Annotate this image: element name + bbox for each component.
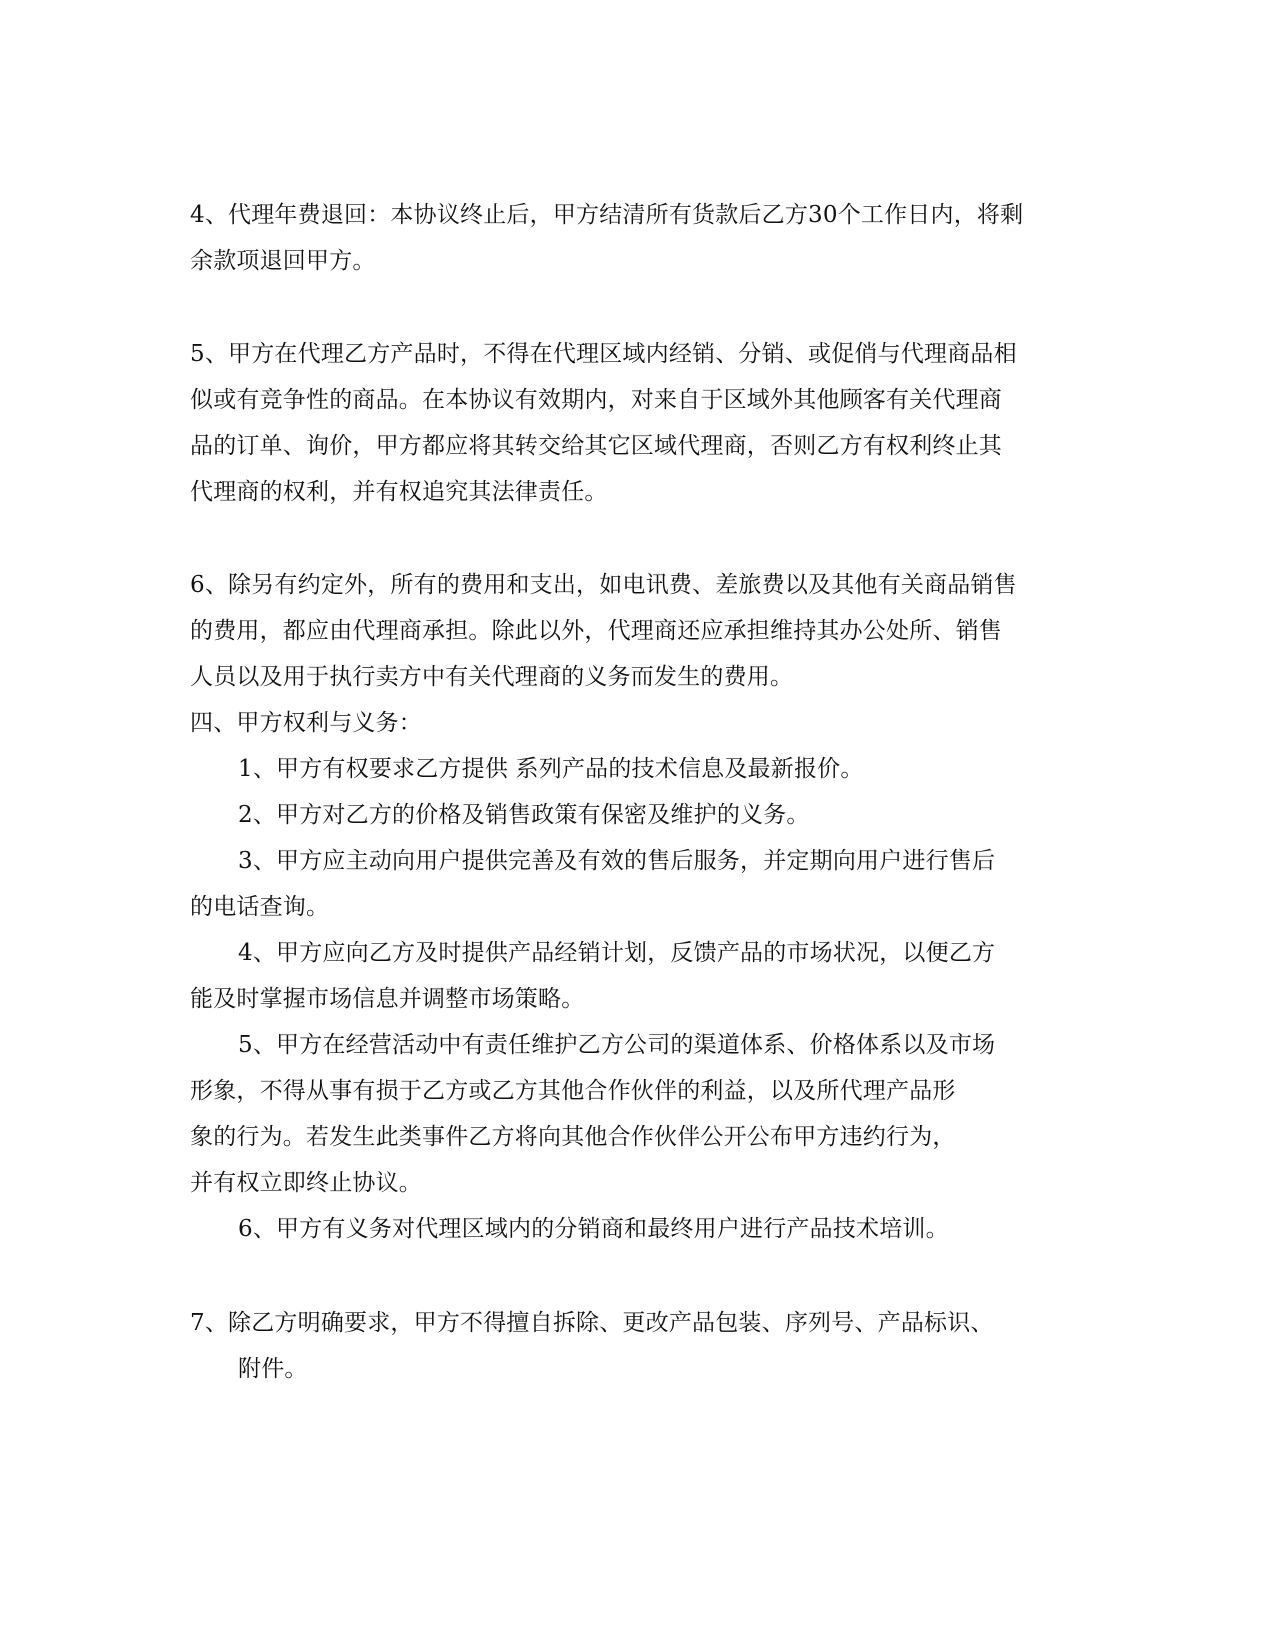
paragraph-5-line-1: 5、甲方在代理乙方产品时，不得在代理区域内经销、分销、或促俏与代理商品相 (190, 341, 1017, 367)
section-4-heading: 四、甲方权利与义务： (190, 710, 422, 736)
section-4-item-4-line-1: 4、甲方应向乙方及时提供产品经销计划，反馈产品的市场状况，以便乙方 (238, 940, 996, 966)
paragraph-7-line-1: 7、除乙方明确要求，甲方不得擅自拆除、更改产品包装、序列号、产品标识、 (190, 1310, 994, 1336)
section-4-item-5-line-1: 5、甲方在经营活动中有责任维护乙方公司的渠道体系、价格体系以及市场 (238, 1032, 996, 1058)
section-4-item-5-line-2: 形象，不得从事有损于乙方或乙方其他合作伙伴的利益，以及所代理产品形 (190, 1078, 956, 1104)
section-4-item-2: 2、甲方对乙方的价格及销售政策有保密及维护的义务。 (238, 802, 810, 828)
paragraph-4-line-2: 余款项退回甲方。 (190, 248, 376, 274)
paragraph-5-line-3: 品的订单、询价，甲方都应将其转交给其它区域代理商，否则乙方有权利终止其 (190, 433, 1002, 459)
section-4-item-5-line-3: 象的行为。若发生此类事件乙方将向其他合作伙伴公开公布甲方违约行为， (190, 1124, 956, 1150)
paragraph-6-line-1: 6、除另有约定外，所有的费用和支出，如电讯费、差旅费以及其他有关商品销售 (190, 572, 1017, 598)
section-4-item-4-line-2: 能及时掌握市场信息并调整市场策略。 (190, 986, 585, 1012)
paragraph-5-line-4: 代理商的权利，并有权追究其法律责任。 (190, 479, 608, 505)
section-4-item-6: 6、甲方有义务对代理区域内的分销商和最终用户进行产品技术培训。 (238, 1216, 949, 1242)
section-4-item-3-line-2: 的电话查询。 (190, 894, 330, 920)
section-4-item-1: 1、甲方有权要求乙方提供 系列产品的技术信息及最新报价。 (238, 756, 864, 782)
paragraph-6-line-3: 人员以及用于执行卖方中有关代理商的义务而发生的费用。 (190, 664, 794, 690)
paragraph-4-line-1: 4、代理年费退回：本协议终止后，甲方结清所有货款后乙方30个工作日内，将剩 (190, 202, 1024, 228)
paragraph-6-line-2: 的费用，都应由代理商承担。除此以外，代理商还应承担维持其办公处所、销售 (190, 618, 1002, 644)
paragraph-5-line-2: 似或有竞争性的商品。在本协议有效期内，对来自于区域外其他顾客有关代理商 (190, 387, 1002, 413)
section-4-item-3-line-1: 3、甲方应主动向用户提供完善及有效的售后服务，并定期向用户进行售后 (238, 848, 996, 874)
paragraph-7-line-2: 附件。 (238, 1356, 308, 1382)
section-4-item-5-line-4: 并有权立即终止协议。 (190, 1170, 422, 1196)
